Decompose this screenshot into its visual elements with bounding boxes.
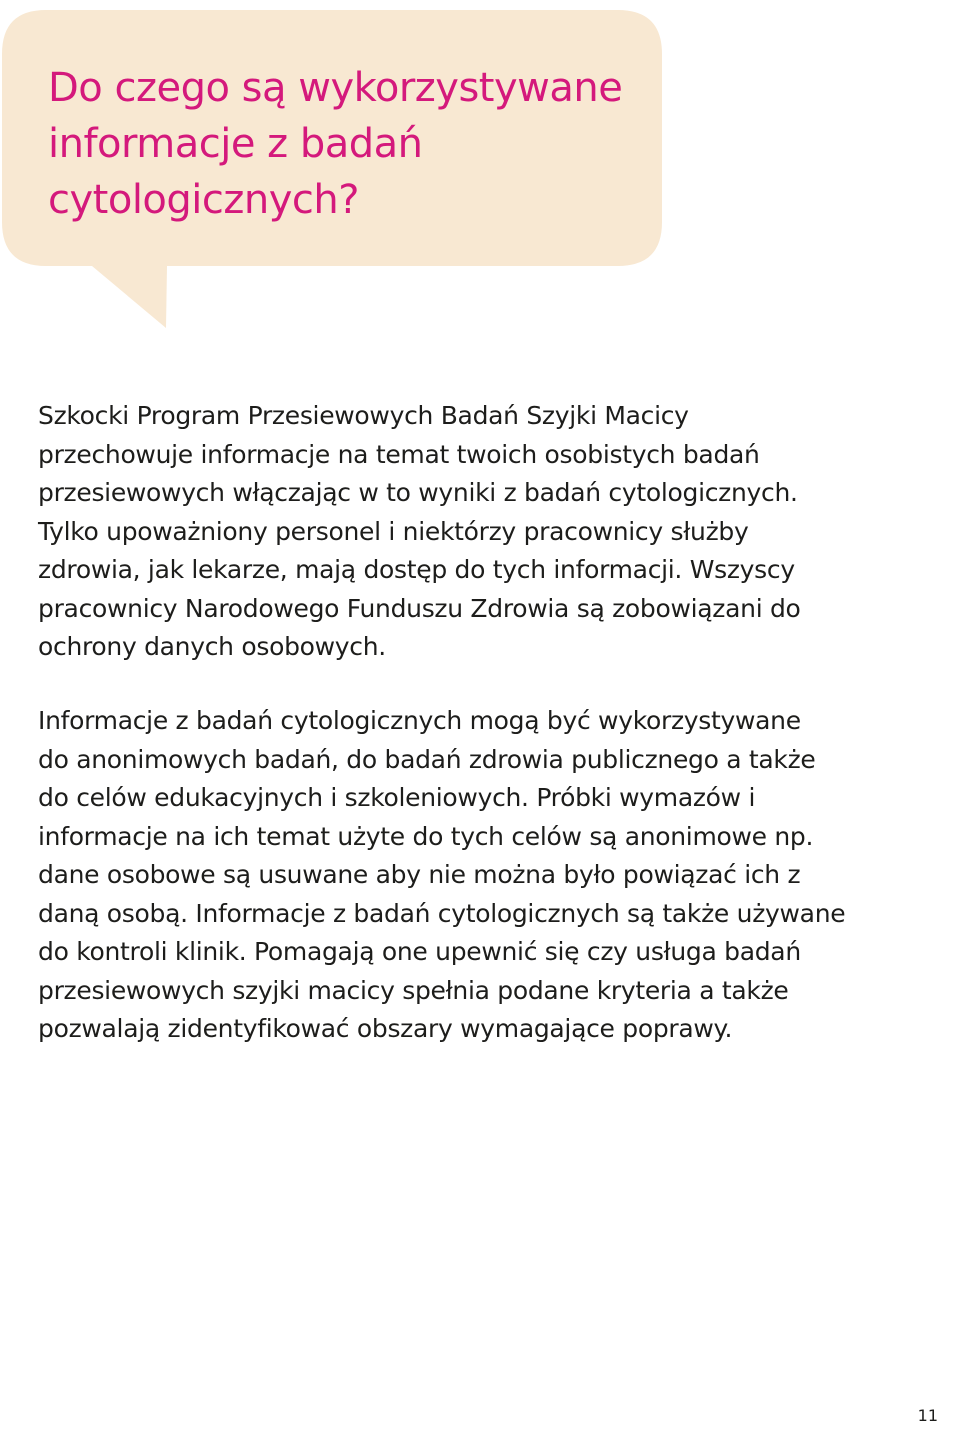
paragraph-data-storage <box>38 397 801 667</box>
paragraph-line: przesiewowych szyjki macicy spełnia podane kryteria a także <box>38 975 789 1005</box>
paragraph-line: przesiewowych włączając w to wyniki z badań cytologicznych. <box>38 478 798 507</box>
page-number: 11 <box>917 1406 938 1425</box>
paragraph-line: do kontroli klinik. Pomagają one upewnić się czy usługa badań <box>38 937 801 966</box>
title-line: informacje z badań <box>48 121 423 167</box>
paragraph-data-usage <box>38 702 845 1049</box>
title-speech-bubble <box>0 0 960 340</box>
title-line: cytologicznych? <box>48 177 359 223</box>
paragraph-line: dane osobowe są usuwane aby nie można było powiązać ich z <box>38 860 801 889</box>
paragraph-line: pozwalają zidentyfikować obszary wymagające poprawy. <box>38 1014 733 1043</box>
paragraph-line: pracownicy Narodowego Funduszu Zdrowia są zobowiązani do <box>38 593 801 623</box>
title-line: Do czego są wykorzystywane <box>48 65 623 111</box>
paragraph-line: daną osobą. Informacje z badań cytologicznych są także używane <box>38 898 846 928</box>
paragraph-line: informacje na ich temat użyte do tych celów są anonimowe np. <box>38 821 814 851</box>
paragraph-line: Szkocki Program Przesiewowych Badań Szyjki Macicy <box>38 401 689 430</box>
page-title <box>48 60 648 228</box>
paragraph-line: przechowuje informacje na temat twoich osobistych badań <box>38 439 760 469</box>
paragraph-line: do anonimowych badań, do badań zdrowia publicznego a także <box>38 744 816 774</box>
paragraph-line: Informacje z badań cytologicznych mogą być wykorzystywane <box>38 706 801 735</box>
paragraph-line: zdrowia, jak lekarze, mają dostęp do tych informacji. Wszyscy <box>38 555 795 584</box>
paragraph-line: do celów edukacyjnych i szkoleniowych. Próbki wymazów i <box>38 783 756 812</box>
paragraph-line: Tylko upoważniony personel i niektórzy pracownicy służby <box>38 516 749 546</box>
paragraph-line: ochrony danych osobowych. <box>38 632 386 661</box>
